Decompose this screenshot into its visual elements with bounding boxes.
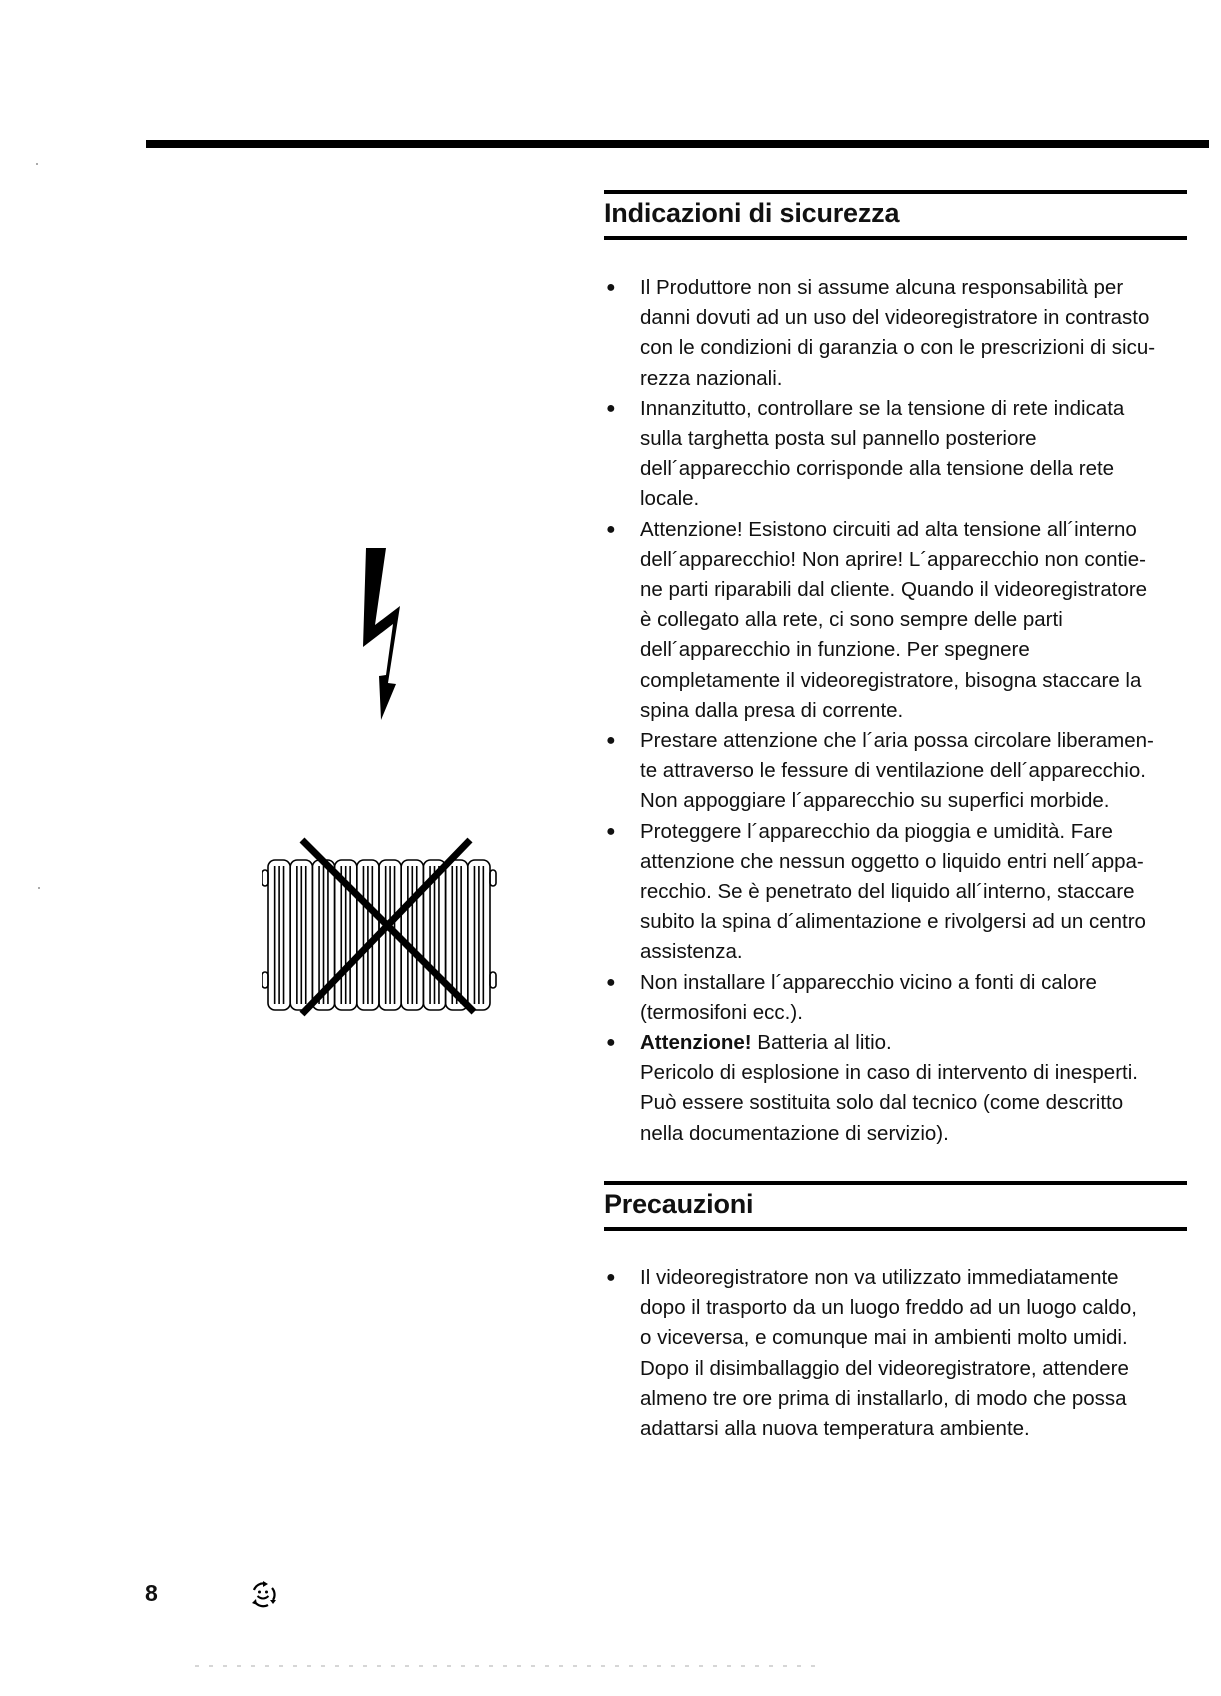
section-title: Precauzioni: [604, 1189, 754, 1219]
scan-artifact: [36, 163, 38, 165]
section-safety-header: [604, 190, 1187, 240]
text-line: subito la spina d´alimentazione e rivolgersi ad un centro: [640, 910, 1146, 934]
text-line: ne parti riparabili dal cliente. Quando il videoregistratore: [640, 578, 1148, 602]
text-line: Può essere sostituita solo dal tecnico (come descritto: [640, 1091, 1124, 1115]
text-line: Dopo il disimballaggio del videoregistratore, attendere: [640, 1356, 1129, 1380]
text-line: assistenza.: [640, 940, 743, 964]
text-line: Il videoregistratore non va utilizzato immediatamente: [640, 1266, 1119, 1289]
text-line: almeno tre ore prima di installarlo, di modo che possa: [640, 1386, 1127, 1410]
text-line: dopo il trasporto da un luogo freddo ad un luogo caldo,: [640, 1296, 1137, 1320]
text-line: o viceversa, e comunque mai in ambienti molto umidi.: [640, 1326, 1128, 1350]
bullet-icon: ●: [606, 399, 616, 417]
crossed-out-radiator-icon: [262, 832, 502, 1018]
page-number: 8: [145, 1580, 158, 1606]
text-line: Proteggere l´apparecchio da pioggia e umidità. Fare: [640, 819, 1113, 843]
text-line: danni dovuti ad un uso del videoregistratore in contrasto: [640, 306, 1150, 330]
text-line: nella documentazione di servizio).: [640, 1121, 949, 1145]
text-line: Non installare l´apparecchio vicino a fonti di calore: [640, 970, 1097, 994]
bullet-icon: ●: [606, 822, 616, 840]
text-line: [640, 1028, 1187, 1058]
list-item: [604, 968, 1187, 1028]
text-line: Non appoggiare l´apparecchio su superfici morbide.: [640, 789, 1110, 813]
list-item: [604, 394, 1187, 515]
text-line: dell´apparecchio corrisponde alla tensione della rete: [640, 457, 1115, 481]
bullet-icon: ●: [606, 732, 616, 750]
text-line: dell´apparecchio! Non aprire! L´apparecchio non contie-: [640, 547, 1146, 571]
text-line: spina dalla presa di corrente.: [640, 698, 904, 722]
bullet-icon: ●: [606, 1269, 616, 1286]
scan-artifact: [195, 1665, 815, 1667]
section-precautions-header: [604, 1181, 1187, 1231]
text-line: (termosifoni ecc.).: [640, 1000, 803, 1024]
text-line: Prestare attenzione che l´aria possa circolare liberamen-: [640, 729, 1154, 753]
bullet-icon: ●: [606, 973, 616, 991]
lightning-bolt-icon: [358, 548, 438, 728]
list-item: [604, 515, 1187, 726]
list-item: [604, 1028, 1187, 1149]
precautions-list-container: [604, 1263, 1187, 1444]
text-line: sulla targhetta posta sul pannello posteriore: [640, 427, 1037, 451]
list-item: [604, 273, 1187, 394]
text-line: Il Produttore non si assume alcuna responsabilità per: [640, 276, 1124, 299]
safety-list: [604, 273, 1187, 1149]
list-item: [604, 1263, 1187, 1444]
scan-artifact: [38, 887, 40, 889]
text-line: rezza nazionali.: [640, 366, 783, 390]
section-header: [604, 1181, 1187, 1231]
text-line: dell´apparecchio in funzione. Per spegnere: [640, 638, 1030, 662]
text-line: completamente il videoregistratore, bisogna staccare la: [640, 668, 1142, 692]
text-fragment: Batteria al litio.: [751, 1031, 892, 1055]
text-line: attenzione che nessun oggetto o liquido entri nell´appa-: [640, 849, 1144, 873]
precautions-list: [604, 1263, 1187, 1444]
recycle-smiley-icon: [247, 1578, 279, 1610]
list-item: [604, 817, 1187, 968]
list-item: [604, 726, 1187, 817]
text-line: recchio. Se è penetrato del liquido all´interno, staccare: [640, 880, 1135, 904]
safety-list-container: [604, 273, 1187, 1149]
text-line: Innanzitutto, controllare se la tensione di rete indicata: [640, 396, 1125, 420]
text-line: adattarsi alla nuova temperatura ambiente.: [640, 1417, 1030, 1441]
text-line: te attraverso le fessure di ventilazione dell´apparecchio.: [640, 759, 1146, 783]
text-line: è collegato alla rete, ci sono sempre delle parti: [640, 608, 1063, 632]
text-line: Attenzione! Esistono circuiti ad alta tensione all´interno: [640, 517, 1137, 541]
section-header: [604, 190, 1187, 240]
bullet-icon: ●: [606, 520, 616, 538]
top-rule: [146, 140, 1209, 148]
section-title: Indicazioni di sicurezza: [604, 198, 900, 228]
bullet-icon: ●: [606, 279, 616, 296]
text-line: con le condizioni di garanzia o con le prescrizioni di sicu-: [640, 336, 1156, 360]
warning-label: Attenzione!: [640, 1031, 752, 1055]
text-line: locale.: [640, 487, 700, 511]
bullet-icon: ●: [606, 1034, 616, 1052]
text-line: Pericolo di esplosione in caso di intervento di inesperti.: [640, 1061, 1138, 1085]
